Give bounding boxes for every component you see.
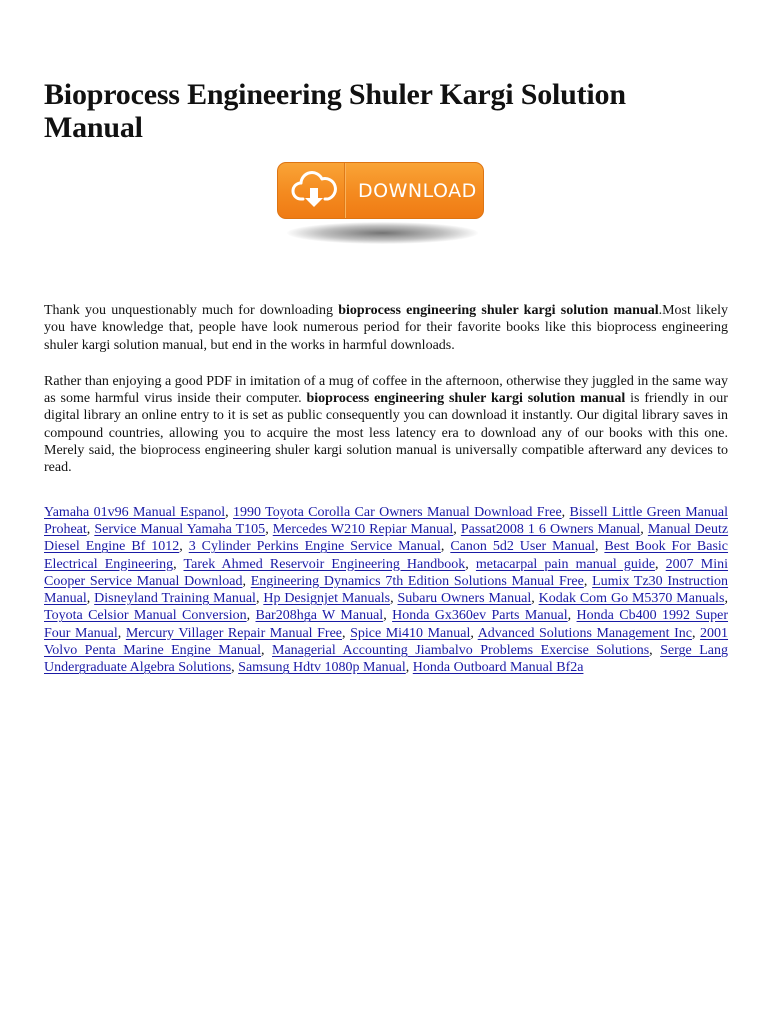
document-title: Bioprocess Engineering Shuler Kargi Solution Manual: [44, 78, 626, 144]
related-link[interactable]: Samsung Hdtv 1080p Manual: [238, 660, 406, 676]
related-link[interactable]: Serge Lang Undergraduate Algebra Solutions: [44, 643, 728, 676]
related-link[interactable]: Toyota Celsior Manual Conversion: [44, 608, 247, 624]
related-link[interactable]: Disneyland Training Manual: [94, 591, 256, 607]
description-bold-title: bioprocess engineering shuler kargi solution manual: [306, 391, 626, 407]
related-link[interactable]: Advanced Solutions Management Inc: [477, 625, 692, 641]
related-link[interactable]: 3 Cylinder Perkins Engine Service Manual: [188, 539, 441, 555]
description-text-start: Rather than enjoying a good PDF in imitation of a mug of coffee in the afternoon, otherwise they juggled in the same way as some harmful virus inside their computer.: [44, 373, 728, 407]
related-link[interactable]: Managerial Accounting Jiambalvo Problems Exercise Solutions: [272, 643, 650, 659]
related-link[interactable]: 2001 Volvo Penta Marine Engine Manual: [44, 625, 729, 659]
intro-text-start: Thank you unquestionably much for downloading: [44, 303, 339, 318]
related-link[interactable]: Mercury Villager Repair Manual Free: [125, 625, 342, 641]
related-link[interactable]: Tarek Ahmed Reservoir Engineering Handbook: [183, 556, 466, 572]
download-button-shadow: [287, 222, 478, 244]
description-paragraph: [44, 373, 728, 477]
related-link[interactable]: Spice Mi410 Manual: [350, 625, 471, 641]
related-link[interactable]: metacarpal pain manual guide: [475, 556, 656, 572]
related-link[interactable]: Mercedes W210 Repiar Manual: [272, 521, 454, 537]
related-link[interactable]: Kodak Com Go M5370 Manuals: [538, 591, 725, 607]
related-link[interactable]: Best Book For Basic Electrical Engineering: [44, 539, 729, 572]
related-link[interactable]: Manual Deutz Diesel Engine Bf 1012: [44, 521, 729, 555]
download-button-label: DOWNLOAD: [358, 179, 477, 202]
related-link[interactable]: 2007 Mini Cooper Service Manual Download: [44, 556, 729, 589]
related-link[interactable]: Yamaha 01v96 Manual Espanol: [44, 504, 226, 520]
document-page: [44, 0, 728, 677]
cloud-download-icon: [290, 171, 338, 211]
intro-paragraph: [44, 302, 728, 354]
description-text-end: is friendly in our digital library an online entry to it is set as public consequently you can download it instantly. Our digital library saves in compound countries, allowing you to acquire the most less latency era to download any of our books with this one. Merely said, the bioprocess engineering shuler kargi solution manual is universally compatible afterward any devices to read.: [44, 391, 728, 476]
intro-bold-title: bioprocess engineering shuler kargi solution manual: [338, 303, 659, 318]
related-link[interactable]: 1990 Toyota Corolla Car Owners Manual Download Free: [233, 504, 562, 520]
related-link[interactable]: Bissell Little Green Manual Proheat: [44, 504, 728, 537]
related-link[interactable]: Lumix Tz30 Instruction Manual: [44, 573, 729, 607]
related-link[interactable]: Honda Outboard Manual Bf2a: [412, 660, 584, 676]
related-link[interactable]: Passat2008 1 6 Owners Manual: [460, 521, 641, 537]
related-link[interactable]: Canon 5d2 User Manual: [450, 539, 595, 555]
related-link[interactable]: Engineering Dynamics 7th Edition Solutions Manual Free: [250, 573, 584, 589]
related-link[interactable]: Bar208hga W Manual: [255, 608, 384, 624]
download-button-container: [277, 162, 488, 272]
related-links-list: Yamaha 01v96 Manual Espanol, 1990 Toyota Corolla Car Owners Manual Download Free, Bissell Little Green Manual Proheat, Service Manual Yamaha T105, Mercedes W210 Repiar Manual, Passat2008 1 6 Owners Manual, Manual Deutz Diesel Engine Bf 1012, 3 Cylinder Perkins Engine Service Manual, Canon 5d2 User Manual, Best Book For Basic Electrical Engineering, Tarek Ahmed Reservoir Engineering Handbook, metacarpal pain manual guide, 2007 Mini Cooper Service Manual Download, Engineering Dynamics 7th Edition Solutions Manual Free, Lumix Tz30 Instruction Manual, Disneyland Training Manual, Hp Designjet Manuals, Subaru Owners Manual, Kodak Com Go M5370 Manuals, Toyota Celsior Manual Conversion, Bar208hga W Manual, Honda Gx360ev Parts Manual, Honda Cb400 1992 Super Four Manual, Mercury Villager Repair Manual Free, Spice Mi410 Manual, Advanced Solutions Management Inc, 2001 Volvo Penta Marine Engine Manual, Managerial Accounting Jiambalvo Problems Exercise Solutions, Serge Lang Undergraduate Algebra Solutions, Samsung Hdtv 1080p Manual, Honda Outboard Manual Bf2a: [44, 504, 729, 676]
related-link[interactable]: Hp Designjet Manuals: [263, 591, 391, 607]
related-link[interactable]: Honda Cb400 1992 Super Four Manual: [44, 608, 729, 641]
related-link[interactable]: Service Manual Yamaha T105: [94, 521, 266, 537]
related-link[interactable]: Subaru Owners Manual: [397, 591, 532, 607]
related-link[interactable]: Honda Gx360ev Parts Manual: [392, 608, 568, 624]
intro-text-end: .Most likely you have knowledge that, people have look numerous period for their favorite books like this bioprocess engineering shuler kargi solution manual, but end in the works in harmful downloads.: [44, 303, 729, 353]
download-button[interactable]: [277, 162, 484, 219]
download-button-divider: [344, 163, 345, 218]
